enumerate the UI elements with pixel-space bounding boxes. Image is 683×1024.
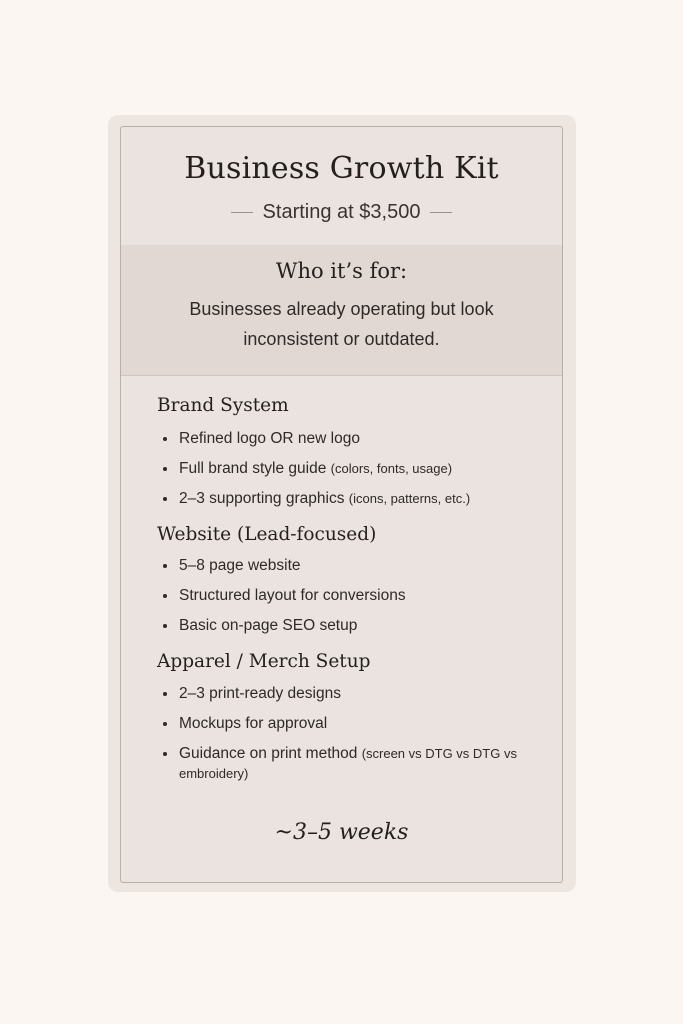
bullet-icon (163, 437, 167, 441)
timeline: ~3–5 weeks (274, 820, 409, 845)
section-title-apparel-merch: Apparel / Merch Setup (157, 651, 371, 672)
website-list (157, 556, 542, 646)
who-its-for-band (121, 245, 562, 376)
list-item: Mockups for approval (157, 714, 542, 744)
bullet-icon (163, 722, 167, 726)
list-item: 5–8 page website (157, 556, 542, 586)
bullet-icon (163, 564, 167, 568)
bullet-icon (163, 752, 167, 756)
bullet-icon (163, 467, 167, 471)
pricing-card (120, 126, 563, 883)
left-dash-divider (231, 212, 253, 213)
list-item: 2–3 supporting graphics (icons, patterns, etc.) (157, 489, 542, 519)
list-item: Structured layout for conversions (157, 586, 542, 616)
apparel-merch-list (157, 684, 542, 790)
list-item: Full brand style guide (colors, fonts, usage) (157, 459, 542, 489)
list-item: Basic on-page SEO setup (157, 616, 542, 646)
brand-system-list (157, 429, 542, 519)
starting-price: Starting at $3,500 (262, 201, 421, 223)
who-its-for-heading: Who it’s for: (275, 259, 408, 283)
who-its-for-description: Businesses already operating but look inconsistent or outdated. (189, 299, 494, 349)
package-title: Business Growth Kit (184, 151, 499, 186)
section-title-brand-system: Brand System (157, 395, 289, 416)
bullet-icon (163, 594, 167, 598)
section-title-website: Website (Lead-focused) (157, 524, 377, 545)
bullet-icon (163, 692, 167, 696)
list-item: Guidance on print method (screen vs DTG vs DTG vs embroidery) (157, 744, 542, 790)
list-item: Refined logo OR new logo (157, 429, 542, 459)
bullet-icon (163, 497, 167, 501)
bullet-icon (163, 624, 167, 628)
list-item: 2–3 print-ready designs (157, 684, 542, 714)
price-row (121, 201, 562, 224)
right-dash-divider (430, 212, 452, 213)
